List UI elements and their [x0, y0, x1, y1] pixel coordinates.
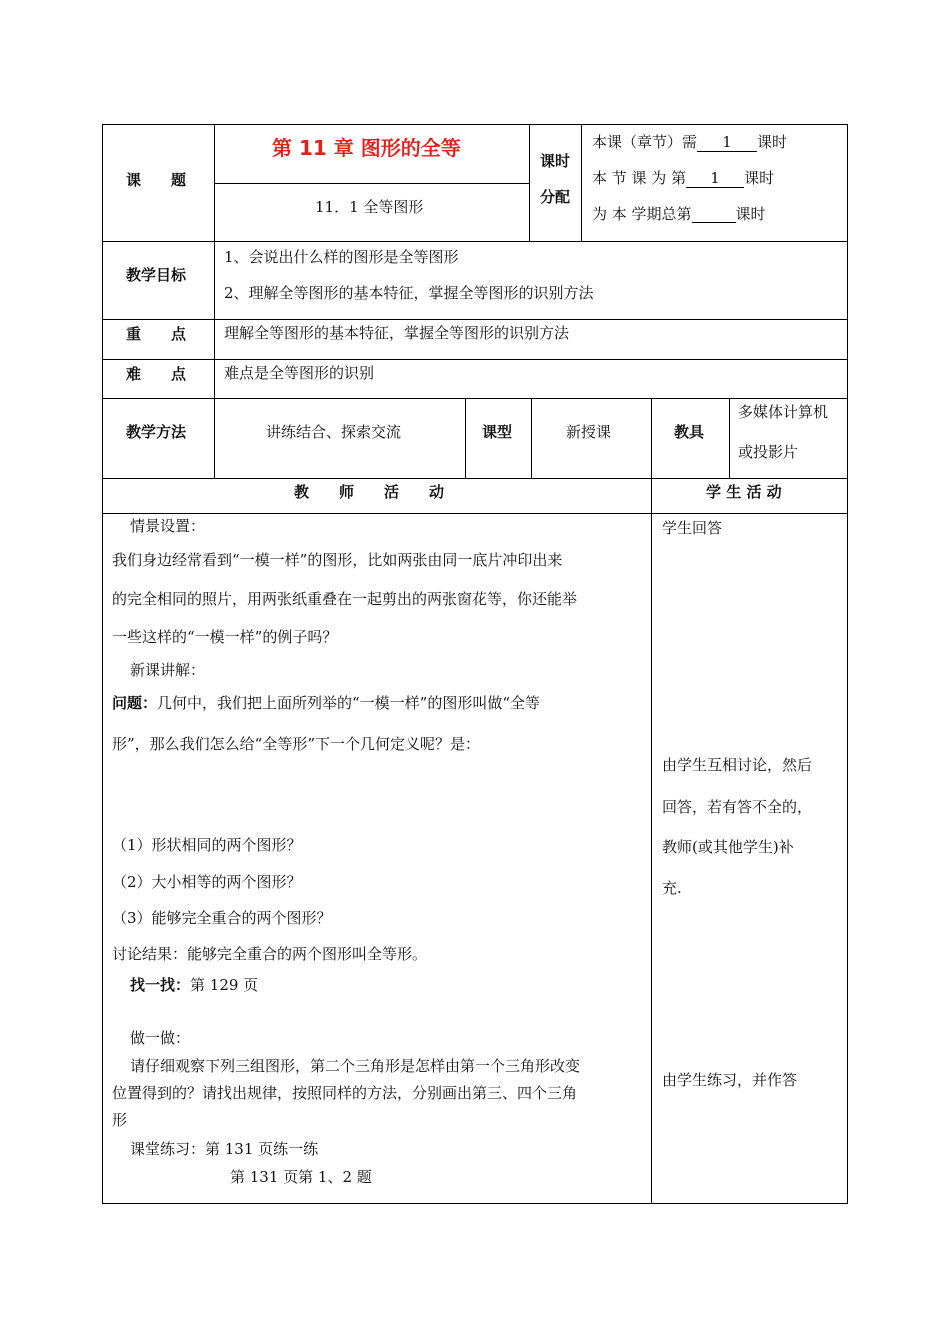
col-divider: [531, 398, 532, 478]
practice-line-2: 第 131 页第 1、2 题: [230, 1168, 372, 1186]
student-note-6: 由学生练习，并作答: [662, 1071, 798, 1089]
do-title: 做一做：: [130, 1029, 191, 1047]
tool-value-2: 或投影片: [738, 443, 799, 461]
teacher-p2: 我们身边经常看到“一模一样”的图形，比如两张由同一底片冲印出来: [112, 551, 563, 569]
teacher-activity-header: 教 师 活 动: [294, 483, 445, 501]
col-divider: [529, 124, 530, 241]
student-note-5: 充.: [662, 879, 682, 897]
topic-label: 课 题: [126, 171, 187, 189]
col-divider: [214, 124, 215, 478]
title-divider: [214, 183, 529, 184]
do-line-1: 请仔细观察下列三组图形，第二个三角形是怎样由第一个三角形改变: [130, 1057, 581, 1075]
tool-value-1: 多媒体计算机: [738, 403, 829, 421]
goal-line-1: 1、会说出什么样的图形是全等图形: [224, 248, 459, 266]
teacher-p5: 新课讲解：: [130, 661, 206, 679]
question-1: （1）形状相同的两个图形？: [112, 836, 302, 854]
teacher-p4: 一些这样的“一模一样”的例子吗？: [112, 628, 338, 646]
question-label: 问题：: [112, 694, 158, 712]
chapter-title: 第 11 章 图形的全等: [272, 136, 461, 160]
method-label: 教学方法: [126, 423, 187, 441]
student-activity-header: 学 生 活 动: [706, 483, 782, 501]
type-value: 新授课: [566, 423, 612, 441]
row-divider: [102, 478, 848, 479]
alloc-value-2: 1: [686, 169, 744, 188]
teacher-p3: 的完全相同的照片，用两张纸重叠在一起剪出的两张窗花等，你还能举: [112, 590, 578, 608]
teacher-p6: 问题：几何中，我们把上面所列举的“一模一样”的图形叫做“全等: [112, 694, 541, 712]
conclusion: 讨论结果：能够完全重合的两个图形叫全等形。: [112, 945, 428, 963]
row-divider: [102, 513, 848, 514]
alloc-line-3: 为 本 学期总第 课时: [592, 205, 766, 223]
col-divider: [581, 124, 582, 241]
question-2: （2）大小相等的两个图形？: [112, 873, 302, 891]
student-note-4: 教师(或其他学生)补: [662, 838, 794, 856]
alloc-value-3: [692, 205, 736, 223]
method-value: 讲练结合、探索交流: [266, 423, 402, 441]
tool-label: 教具: [674, 423, 705, 441]
goals-label: 教学目标: [126, 266, 187, 284]
col-divider: [465, 398, 466, 478]
table-border-right: [847, 124, 848, 1204]
teacher-p1: 情景设置：: [130, 517, 206, 535]
alloc-label-1: 课时: [540, 152, 571, 170]
student-note-3: 回答，若有答不全的，: [662, 798, 813, 816]
section-title: 11．1 全等图形: [315, 198, 424, 216]
student-note-1: 学生回答: [662, 519, 723, 537]
table-border-bottom: [102, 1203, 848, 1204]
find-label: 找一找：: [130, 976, 191, 994]
do-line-3: 形: [112, 1111, 128, 1129]
difficulty-text: 难点是全等图形的识别: [224, 364, 375, 382]
do-line-2: 位置得到的？请找出规律，按照同样的方法，分别画出第三、四个三角: [112, 1084, 578, 1102]
goal-line-2: 2、理解全等图形的基本特征，掌握全等图形的识别方法: [224, 284, 594, 302]
difficulty-label: 难 点: [126, 365, 187, 383]
alloc-value-1: 1: [697, 133, 757, 152]
student-note-2: 由学生互相讨论，然后: [662, 756, 813, 774]
table-border-left: [102, 124, 103, 1204]
practice-line-1: 课堂练习：第 131 页练一练: [130, 1140, 319, 1158]
alloc-line-2: 本 节 课 为 第 1 课时: [592, 169, 775, 187]
key-point-text: 理解全等图形的基本特征，掌握全等图形的识别方法: [224, 324, 570, 342]
key-point-label: 重 点: [126, 325, 187, 343]
teacher-p7: 形”，那么我们怎么给“全等形”下一个几何定义呢？是：: [112, 735, 481, 753]
col-divider: [729, 398, 730, 478]
col-divider: [651, 398, 652, 1203]
type-label: 课型: [482, 423, 513, 441]
alloc-line-1: 本课（章节）需 1 课时: [592, 133, 788, 151]
question-3: （3）能够完全重合的两个图形？: [112, 909, 332, 927]
alloc-label-2: 分配: [540, 188, 571, 206]
find-line: 找一找：第 129 页: [130, 976, 259, 994]
